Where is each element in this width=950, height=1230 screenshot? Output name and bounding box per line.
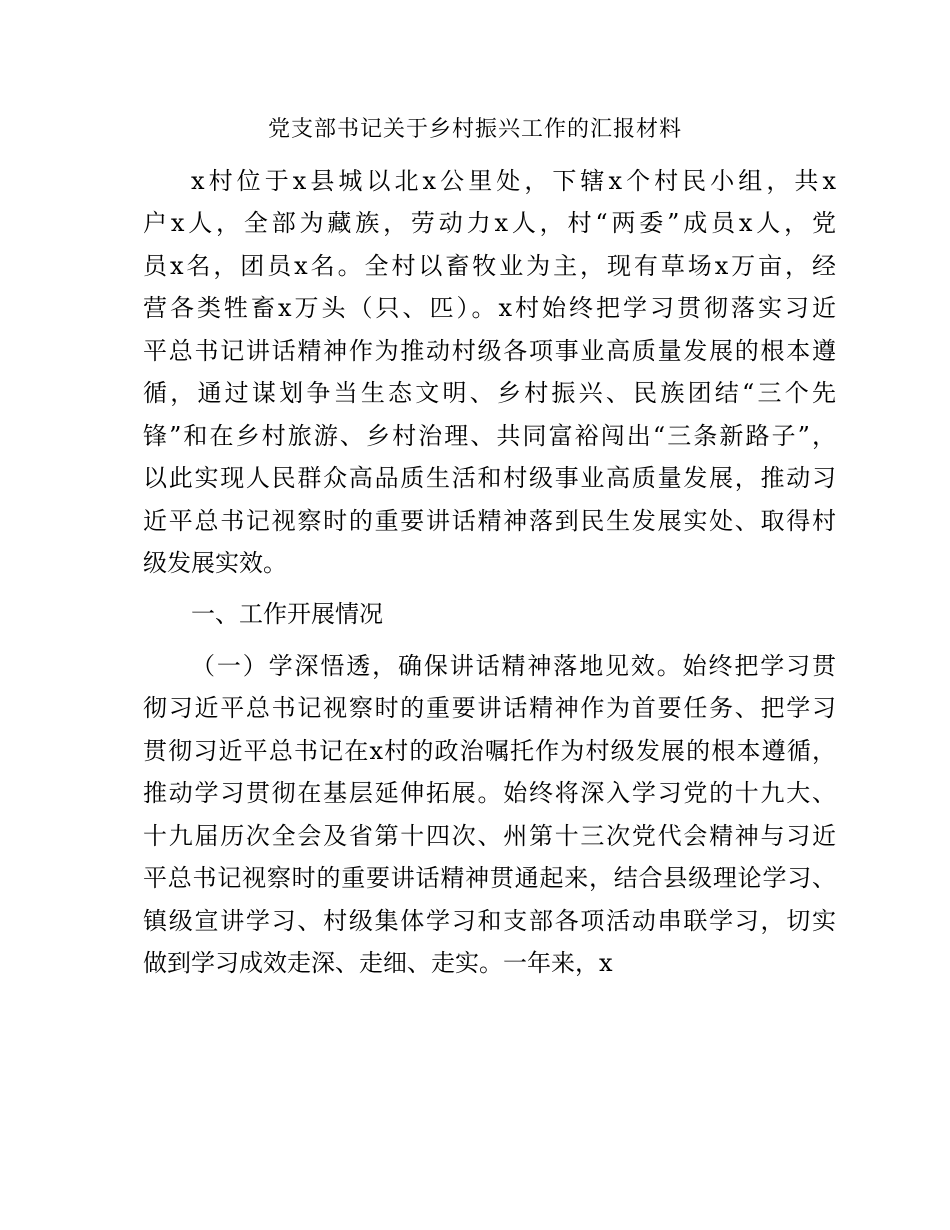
text-line: 员x名，团员x名。全村以畜牧业为主，现有草场x万亩，经 (143, 252, 836, 280)
section-heading: 一、工作开展情况 (191, 600, 383, 628)
text-line: 近平总书记视察时的重要讲话精神落到民生发展实处、取得村 (143, 507, 836, 535)
text-line: 锋”和在乡村旅游、乡村治理、共同富裕闯出“三条新路子”， (143, 422, 836, 450)
text-line: x村位于x县城以北x公里处，下辖x个村民小组，共x (191, 167, 836, 195)
text-line: 彻习近平总书记视察时的重要讲话精神作为首要任务、把学习 (143, 694, 836, 722)
text-line: 循，通过谋划争当生态文明、乡村振兴、民族团结“三个先 (143, 379, 836, 407)
text-line: 推动学习贯彻在基层延伸拓展。始终将深入学习党的十九大、 (143, 779, 836, 807)
text-line: 镇级宣讲学习、村级集体学习和支部各项活动串联学习，切实 (143, 907, 836, 935)
text-line: 平总书记讲话精神作为推动村级各项事业高质量发展的根本遵 (143, 337, 836, 365)
text-line: 级发展实效。 (143, 549, 287, 577)
text-line: 平总书记视察时的重要讲话精神贯通起来，结合县级理论学习、 (143, 864, 836, 892)
text-line: 十九届历次全会及省第十四次、州第十三次党代会精神与习近 (143, 822, 836, 850)
document-title: 党支部书记关于乡村振兴工作的汇报材料 (267, 117, 682, 142)
text-line: 做到学习成效走深、走细、走实。一年来，x (143, 949, 613, 977)
text-line: 营各类牲畜x万头（只、匹）。x村始终把学习贯彻落实习近 (143, 294, 836, 322)
text-line: 以此实现人民群众高品质生活和村级事业高质量发展，推动习 (143, 464, 836, 492)
text-line: 户x人，全部为藏族，劳动力x人，村“两委”成员x人，党 (143, 209, 836, 237)
text-line: 贯彻习近平总书记在x村的政治嘱托作为村级发展的根本遵循， (143, 737, 836, 765)
text-line: （一）学深悟透，确保讲话精神落地见效。始终把学习贯 (191, 652, 836, 680)
